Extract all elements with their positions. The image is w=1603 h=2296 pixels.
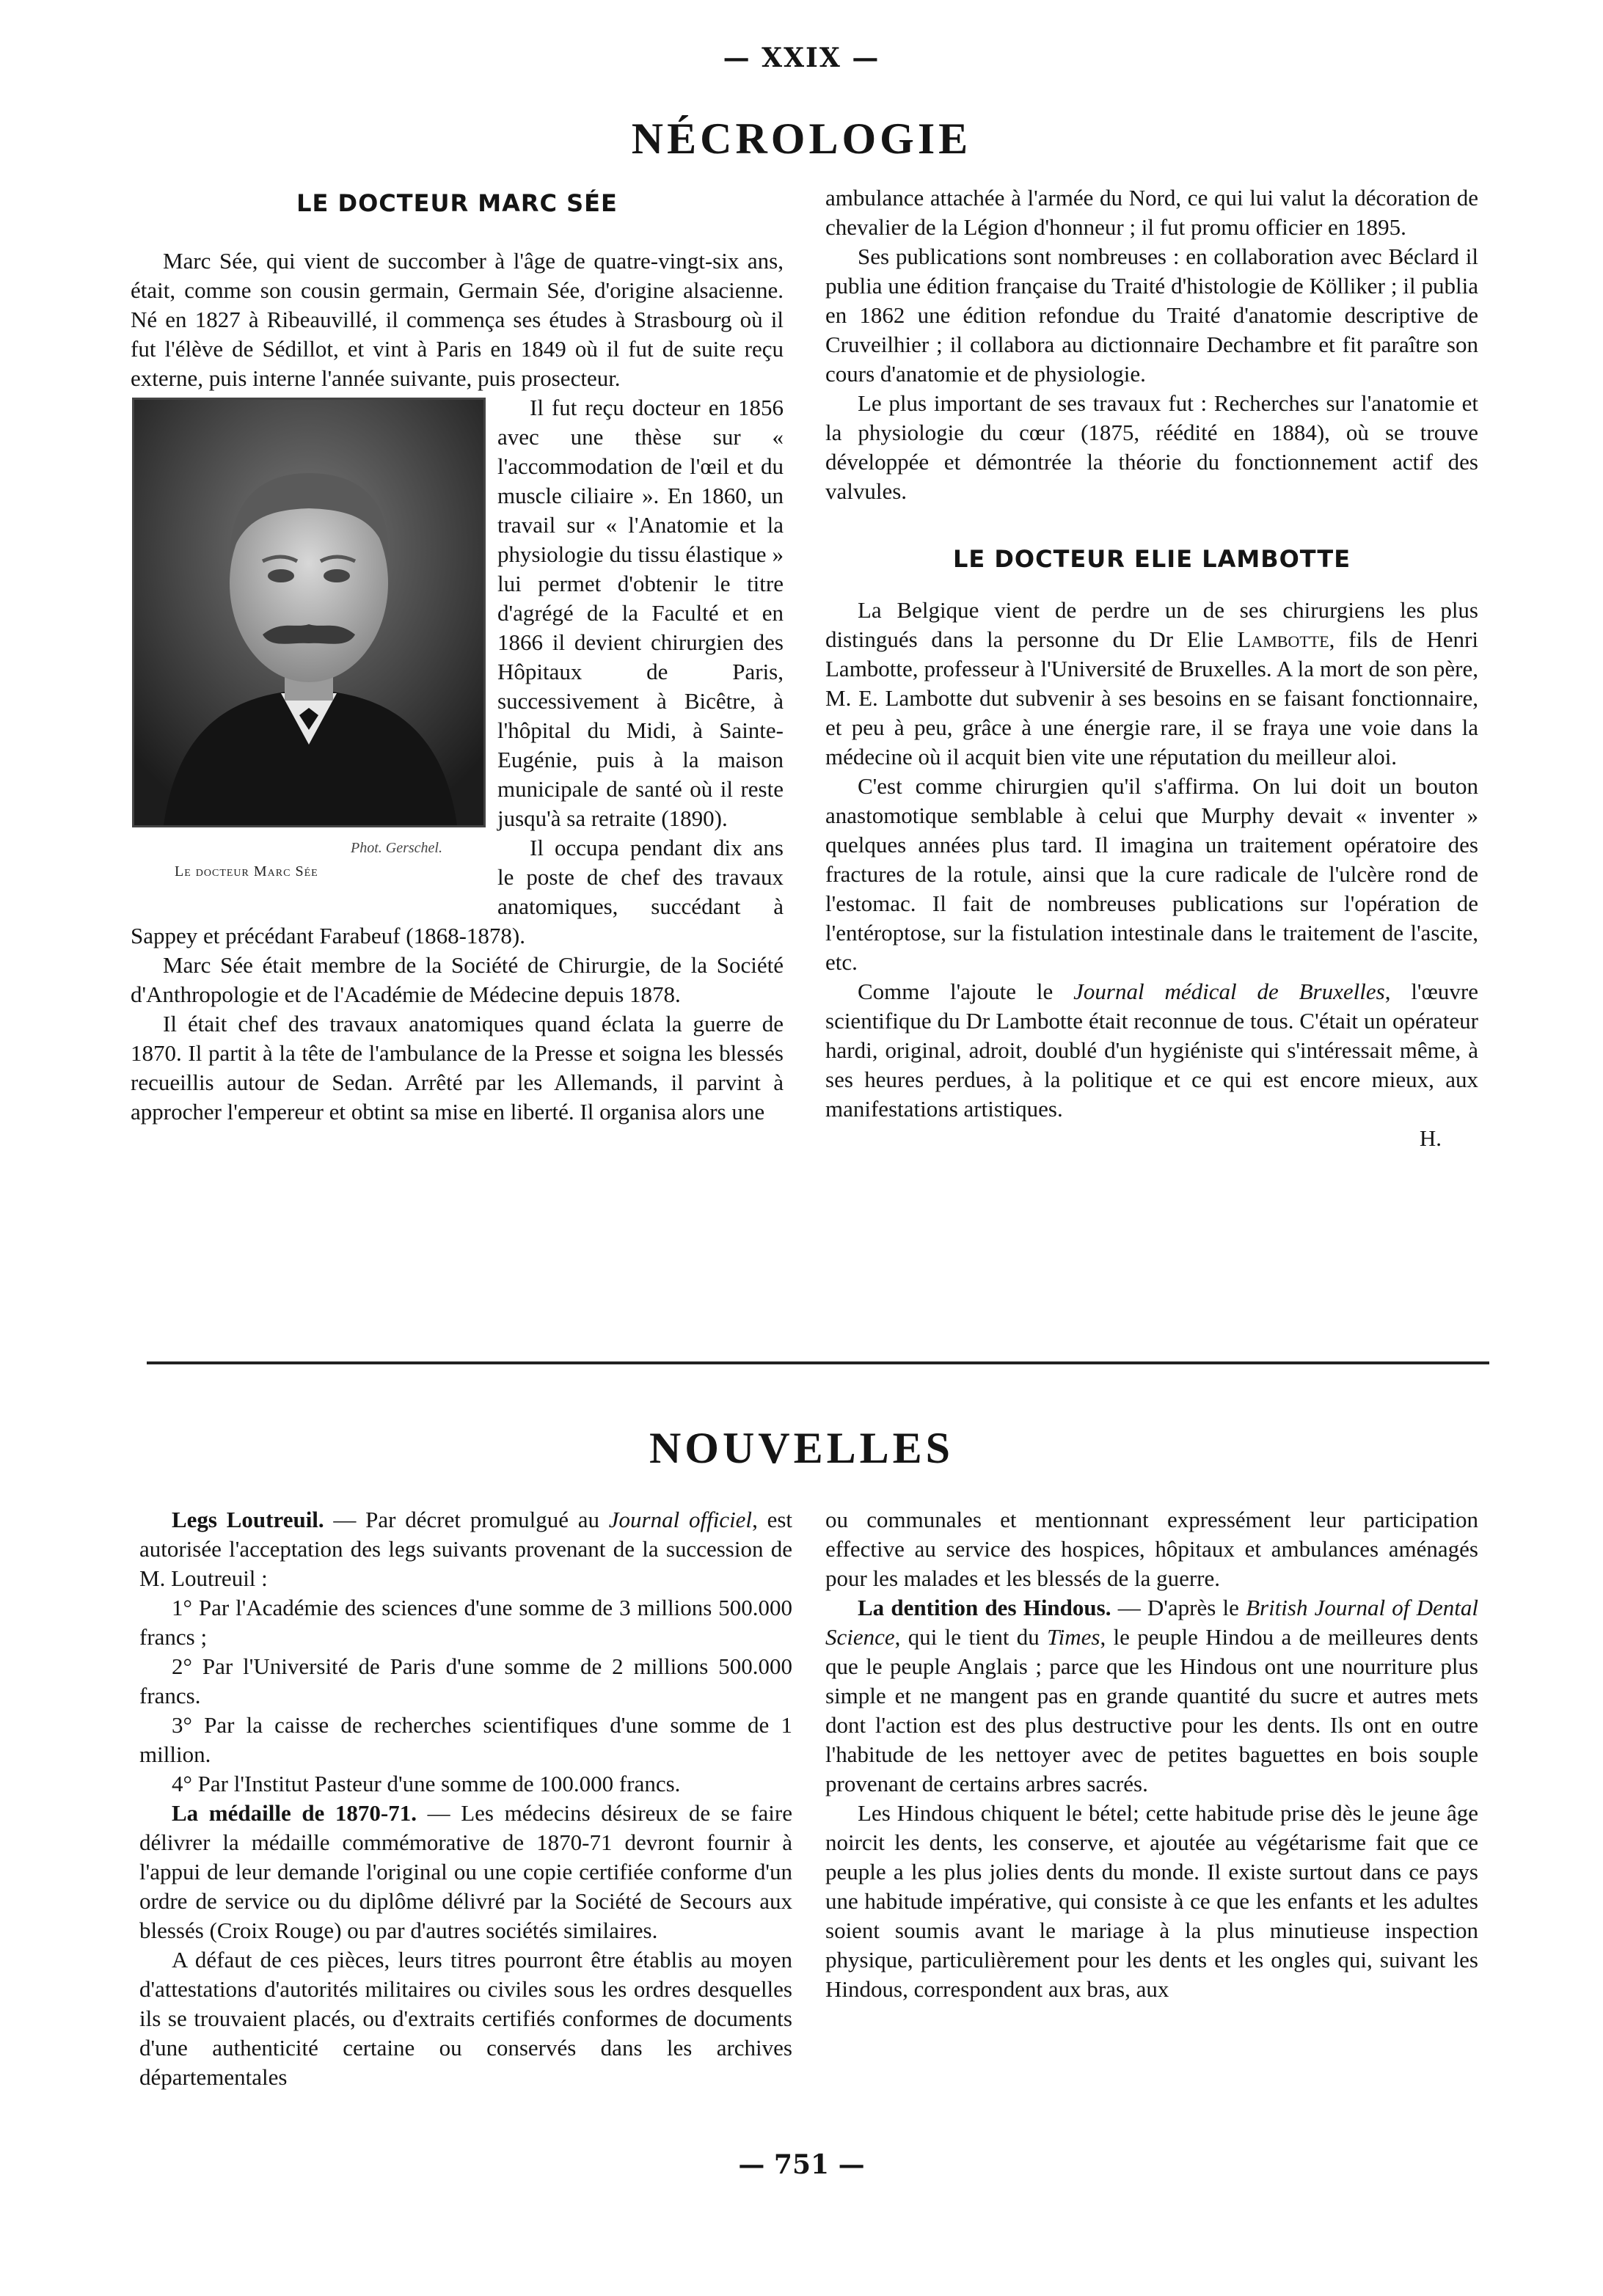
paragraph: Il était chef des travaux anatomiques quand éclata la guerre de 1870. Il partit à la tête de l'ambulance de la Presse et soigna les blessés recueillis autour de Sedan. Arrêté par les Allemands, il parvint à approcher l'empereur et obtint sa mise en liberté. Il organisa alors une xyxy=(131,1011,784,1125)
portrait-figure xyxy=(131,393,497,907)
section-title-necrologie: NÉCROLOGIE xyxy=(631,114,972,163)
paragraph: ou communales et mentionnant expressément leur participation effective au service des hospices, hôpitaux et ambulances aménagés pour les malades et les blessés de la guerre. xyxy=(825,1507,1478,1591)
paragraph: A défaut de ces pièces, leurs titres pourront être établis au moyen d'attestations d'autorités militaires ou civiles sous les ordres desquelles ils se trouvaient placés, ou d'extraits certifiés conformes de documents d'une authenticité certaine ou conservés dans les archives départementales xyxy=(139,1947,792,2090)
paragraph: Ses publications sont nombreuses : en collaboration avec Béclard il publia une édition française du Traité d'histologie de Kölliker ; il publia en 1862 une édition refondue du Traité d'anatomie descriptive de Cruveilhier ; il collabora au dictionnaire Dechambre et fit paraître son cours d'anatomie et de physiologie. xyxy=(825,244,1478,387)
signature: H. xyxy=(1419,1125,1442,1151)
article-title-elie-lambotte: LE DOCTEUR ELIE LAMBOTTE xyxy=(952,545,1351,573)
paragraph: C'est comme chirurgien qu'il s'affirma. On lui doit un bouton anastomotique semblable à celui que Murphy devait « inventer » quelques années plus tard. Il imagina un traitement opératoire des fractures de la rotule, ainsi que la cure radicale de l'ulcère rond de l'estomac. Il fait de nombreuses publications sur l'opération de l'entéroptose, sur la fistulation intestinale dans le traitement de l'ascite, etc. xyxy=(825,773,1478,975)
nouvelles-right-column xyxy=(825,1505,1478,2004)
running-head: — XXIX — xyxy=(723,43,880,73)
section-divider xyxy=(147,1361,1489,1364)
photo-caption: Le docteur Marc Sée xyxy=(175,863,318,880)
paragraph: La Belgique vient de perdre un de ses chirurgiens les plus distingués dans la personne du Dr Elie Lambotte, fils de Henri Lambotte, professeur à l'Université de Bruxelles. A la mort de son père, M. E. Lambotte dut subvenir à ses besoins en se faisant fonctionnaire, et peu à peu, grâce à une énergie rare, il se fraya une voie dans la médecine où il acquit bien vite une réputation du meilleur aloi. xyxy=(825,597,1478,769)
list-item: 2° Par l'Université de Paris d'une somme de 2 millions 500.000 francs. xyxy=(139,1653,792,1708)
paragraph: La médaille de 1870-71. — Les médecins désireux de se faire délivrer la médaille commémorative de 1870-71 devront fournir à l'appui de leur demande l'original ou une copie certifiée conforme d'un ordre de service ou du diplôme délivré par la Société de Secours aux blessés (Croix Rouge) ou par d'autres sociétés similaires. xyxy=(139,1800,792,1943)
photo-credit: Phot. Gerschel. xyxy=(351,840,442,856)
paragraph: ambulance attachée à l'armée du Nord, ce qui lui valut la décoration de chevalier de la Légion d'honneur ; il fut promu officier en 1895. xyxy=(825,185,1478,240)
article-title-marc-see: LE DOCTEUR MARC SÉE xyxy=(296,189,618,217)
paragraph: Le plus important de ses travaux fut : Recherches sur l'anatomie et la physiologie du cœur (1875, réédité en 1884), où se trouve développée et démontrée la théorie du fonctionnement actif des valvules. xyxy=(825,390,1478,504)
paragraph: Marc Sée était membre de la Société de Chirurgie, de la Société d'Anthropologie et de l'Académie de Médecine depuis 1878. xyxy=(131,952,784,1007)
list-item: 3° Par la caisse de recherches scientifiques d'une somme de 1 million. xyxy=(139,1712,792,1767)
paragraph: Comme l'ajoute le Journal médical de Bruxelles, l'œuvre scientifique du Dr Lambotte était reconnue de tous. C'était un opérateur hardi, original, adroit, doublé d'un hygiéniste qui s'intéressait même, à ses heures perdues, à la politique et ce qui est encore mieux, aux manifestations artistiques. xyxy=(825,979,1478,1122)
list-item: 4° Par l'Institut Pasteur d'une somme de 100.000 francs. xyxy=(172,1771,681,1796)
paragraph: Legs Loutreuil. — Par décret promulgué au Journal officiel, est autorisée l'acceptation des legs suivants provenant de la succession de M. Loutreuil : xyxy=(139,1507,792,1591)
nouvelles-left-column xyxy=(139,1505,792,2092)
paragraph: Les Hindous chiquent le bétel; cette habitude prise dès le jeune âge noircit les dents, les conserve, et ajoutée au végétarisme fait que ce peuple a les plus jolies dents du monde. Il existe surtout dans ce pays une habitude impérative, qui consiste à ce que les enfants et les adultes soient soumis avant le mariage à la plus minutieuse inspection physique, particulièrement pour les dents et les ongles qui, suivant les Hindous, correspondent aux bras, aux xyxy=(825,1800,1478,2002)
list-item: 1° Par l'Académie des sciences d'une somme de 3 millions 500.000 francs ; xyxy=(139,1595,792,1650)
paragraph: Il fut reçu docteur en 1856 avec une thèse sur « l'accommodation de l'œil et du muscle ciliaire ». En 1860, un travail sur « l'Anatomie et la physiologie du tissu élastique » lui permet d'obtenir le titre d'agrégé de la Faculté et en 1866 il devient chirurgien des Hôpitaux de Paris, successivement à Bicêtre, à l'hôpital du Midi, à Sainte-Eugénie, puis à la maison municipale de santé où il reste jusqu'à sa retraite (1890). xyxy=(497,395,784,831)
page-number: — 751 — xyxy=(738,2149,865,2180)
article-marc-see-left xyxy=(131,189,784,1127)
necrologie-right-column xyxy=(825,183,1478,1153)
section-title-nouvelles: NOUVELLES xyxy=(649,1424,954,1472)
paragraph: Il occupa pendant dix ans le poste de chef des travaux anatomiques, succédant à Sappey et précédant Farabeuf (1868-1878). xyxy=(131,835,784,948)
paragraph: La dentition des Hindous. — D'après le British Journal of Dental Science, qui le tient du Times, le peuple Hindou a de meilleures dents que le peuple Anglais ; parce que les Hindous ont une nourriture plus simple et ne mangent pas en grande quantité du sucre et autres mets dont l'action est des plus destructive pour les dents. Ils ont en outre l'habitude de les nettoyer avec de petites baguettes en bois souple provenant de certains arbres sacrés. xyxy=(825,1595,1478,1796)
portrait-illustration xyxy=(134,400,483,825)
paragraph: Marc Sée, qui vient de succomber à l'âge de quatre-vingt-six ans, était, comme son cousin germain, Germain Sée, d'origine alsacienne. Né en 1827 à Ribeauvillé, il commença ses études à Strasbourg où il fut l'élève de Sédillot, et vint à Paris en 1849 où il fut de suite reçu externe, puis interne l'année suivante, puis prosecteur. xyxy=(131,248,784,391)
portrait-photo xyxy=(132,398,486,827)
